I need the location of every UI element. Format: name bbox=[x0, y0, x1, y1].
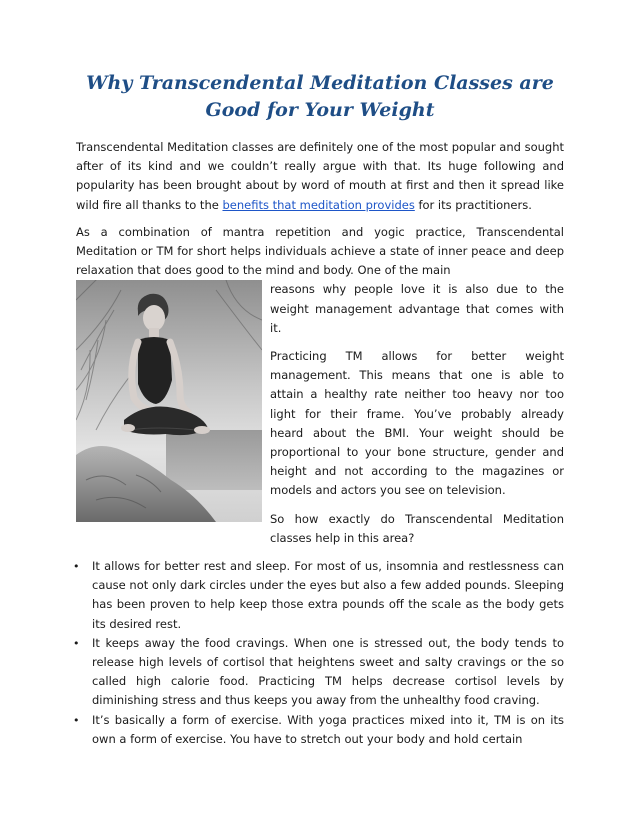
fourth-paragraph: So how exactly do Transcendental Meditation classes help in this area? bbox=[270, 511, 564, 545]
title-line-2: Good for Your Weight bbox=[205, 99, 435, 121]
list-item bbox=[73, 634, 564, 711]
benefits-list bbox=[73, 557, 564, 749]
intro-text-before-link: Transcendental Meditation classes are definitely one of the most popular and sought after of its kind and we couldn’t really argue with that. Its huge following and popularity has been brought about by word of mouth at first and then it spread like wild fire all thanks to the bbox=[76, 140, 564, 212]
intro-paragraph bbox=[76, 138, 564, 215]
list-item bbox=[73, 711, 564, 749]
intro-text-after-link: for its practitioners. bbox=[414, 197, 532, 212]
page-title bbox=[76, 70, 564, 124]
list-item-text: It keeps away the food cravings. When one is stressed out, the body tends to release high levels of cortisol that heightens sweet and salty cravings or the so called high calorie food. Practicing TM helps decrease cortisol levels by diminishing stress and thus keeps you away from the unhealthy food craving. bbox=[92, 635, 564, 708]
third-paragraph: Practicing TM allows for better weight management. This means that one is able to attain a healthy rate neither too heavy nor too light for their frame. You’ve probably already heard about the BMI. Your weight should be proportional to your bone structure, gender and height and not according to the magazines or models and actors you see on television. bbox=[270, 349, 564, 498]
title-line-1: Why Transcendental Meditation Classes are bbox=[86, 72, 554, 94]
benefits-link[interactable]: benefits that meditation provides bbox=[222, 197, 415, 212]
second-paragraph: As a combination of mantra repetition and yogic practice, Transcendental Meditation or TM for short helps individuals achieve a state of inner peace and deep relaxation that does good to the mind and body. One of the main bbox=[76, 224, 564, 278]
bullet-icon: • bbox=[73, 560, 80, 574]
figure-row bbox=[76, 280, 564, 548]
list-item bbox=[73, 557, 564, 634]
list-item-text: It’s basically a form of exercise. With yoga practices mixed into it, TM is on its own a form of exercise. You have to stretch out your body and hold certain bbox=[92, 712, 564, 746]
bullet-icon: • bbox=[73, 636, 80, 650]
meditating-woman-photo bbox=[76, 280, 262, 522]
list-item-text: It allows for better rest and sleep. For most of us, insomnia and restlessness can cause not only dark circles under the eyes but also a few added pounds. Sleeping has been proven to help keep those extra pounds off the scale as the body gets its desired rest. bbox=[92, 559, 564, 631]
bullet-icon: • bbox=[73, 713, 80, 727]
second-paragraph-continuation: reasons why people love it is also due to the weight management advantage that comes with it. bbox=[270, 282, 564, 335]
right-text-column bbox=[270, 280, 564, 548]
